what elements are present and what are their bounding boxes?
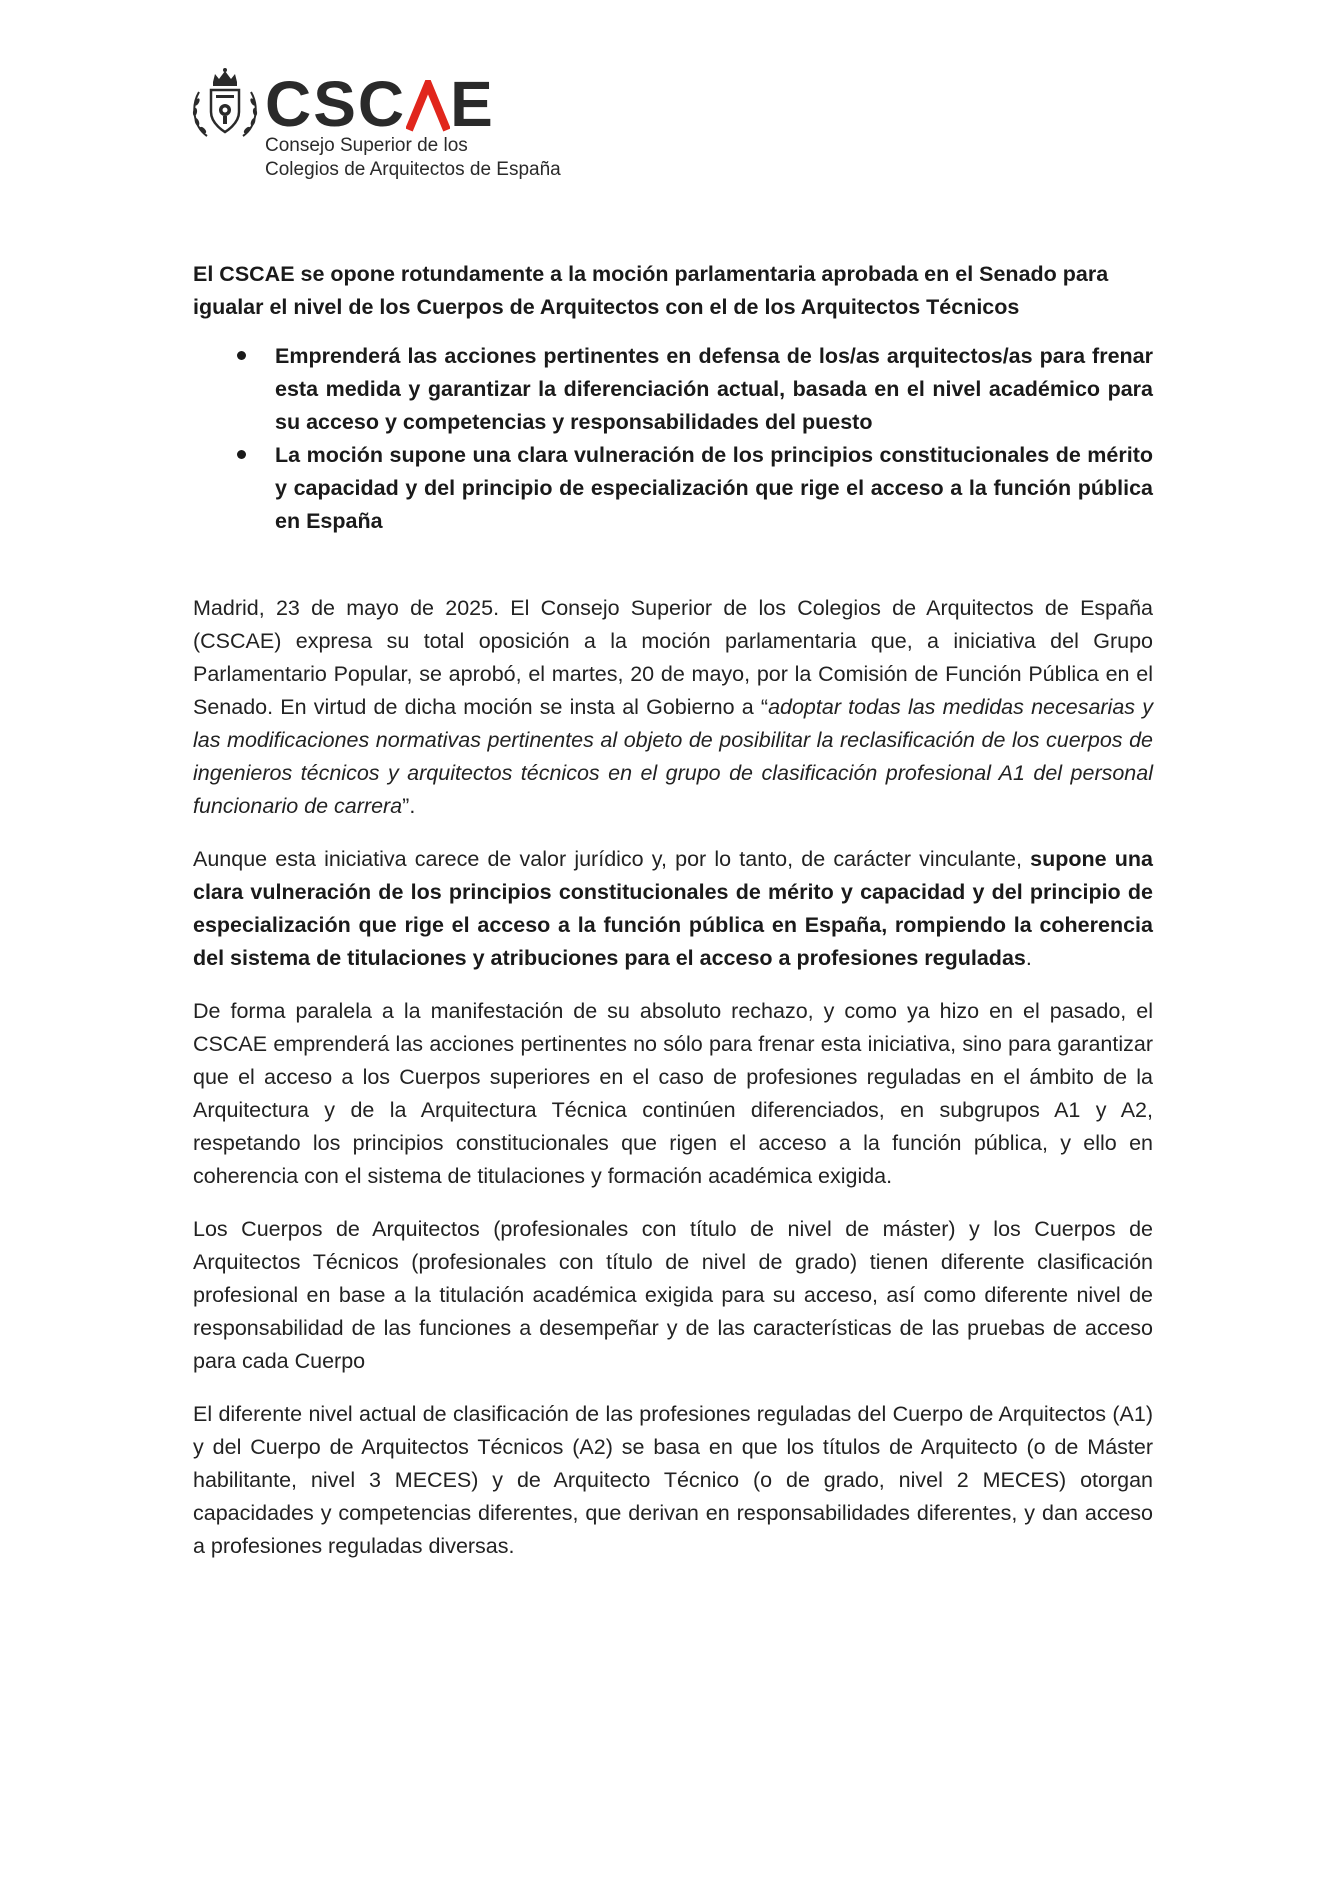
key-point-text: La moción supone una clara vulneración de los principios constitucionales de mérito y capacidad y del principio de especialización que rige el acceso a la función pública en España — [275, 443, 1153, 533]
paragraph-legal-value-emphasis: supone una clara vulneración de los principios constitucionales de mérito y capacidad y del principio de especialización que rige el acceso a la función pública en España, rompiendo la coherencia del sistema de titulaciones y atribuciones para el acceso a profesiones reguladas — [193, 847, 1153, 970]
paragraph-cuerpos: Los Cuerpos de Arquitectos (profesionales con título de nivel de máster) y los Cuerpos de Arquitectos Técnicos (profesionales con título de nivel de grado) tienen diferente clasificación profesional en base a la titulación académica exigida para su acceso, así como diferente nivel de responsabilidad de las funciones a desempeñar y de las características de las pruebas de acceso para cada Cuerpo — [193, 1217, 1153, 1373]
logo-wordmark-prefix: CSC — [265, 68, 407, 140]
paragraph-intro — [193, 592, 1153, 823]
logo-wordmark-suffix: E — [450, 68, 495, 140]
motion-quote: adoptar todas las medidas necesarias y las modificaciones normativas pertinentes al objeto de posibilitar la reclasificación de los cuerpos de ingenieros técnicos y arquitectos técnicos en el grupo de clasificación profesional A1 del personal funcionario de carrera — [193, 695, 1153, 818]
bullet-icon — [237, 450, 246, 459]
key-point-item — [193, 340, 1153, 439]
logo-subtitle-line2: Colegios de Arquitectos de España — [265, 159, 561, 180]
logo-subtitle-line1: Consejo Superior de los — [265, 135, 468, 156]
logo-subtitle — [265, 134, 561, 182]
paragraph-legal-value-end: . — [1025, 946, 1032, 970]
key-points-list — [193, 340, 1153, 538]
paragraph-legal-value — [193, 843, 1153, 975]
paragraph-intro-text: Madrid, 23 de mayo de 2025. El Consejo Superior de los Colegios de Arquitectos de España (CSCAE) expresa su total oposición a la moción parlamentaria que, a iniciativa del Grupo Parlamentario Popular, se aprobó, el martes, 20 de mayo, por la Comisión de Función Pública en el Senado. En virtud de dicha moción se insta al Gobierno a “ — [193, 596, 1153, 719]
key-point-item — [193, 439, 1153, 538]
paragraph-intro-end: ”. — [402, 794, 416, 818]
crowned-shield-emblem-icon — [185, 66, 265, 146]
key-point-text: Emprenderá las acciones pertinentes en defensa de los/as arquitectos/as para frenar esta medida y garantizar la diferenciación actual, basada en el nivel académico para su acceso y competencias y responsabilidades del puesto — [275, 344, 1153, 434]
cscae-logo — [185, 66, 605, 186]
paragraph-actions: De forma paralela a la manifestación de su absoluto rechazo, y como ya hizo en el pasado, el CSCAE emprenderá las acciones pertinentes no sólo para frenar esta iniciativa, sino para garantizar que el acceso a los Cuerpos superiores en el caso de profesiones reguladas en el ámbito de la Arquitectura y de la Arquitectura Técnica continúen diferenciados, en subgrupos A1 y A2, respetando los principios constitucionales que rigen el acceso a la función pública, y ello en coherencia con el sistema de titulaciones y formación académica exigida. — [193, 999, 1153, 1188]
paragraph-legal-value-text: Aunque esta iniciativa carece de valor jurídico y, por lo tanto, de carácter vinculante, — [193, 847, 1031, 871]
press-release-body — [193, 258, 1153, 1583]
press-release-headline: El CSCAE se opone rotundamente a la moción parlamentaria aprobada en el Senado para igualar el nivel de los Cuerpos de Arquitectos con el de los Arquitectos Técnicos — [193, 262, 1109, 319]
logo-accent-a-icon — [406, 78, 450, 130]
logo-wordmark — [265, 68, 495, 140]
paragraph-classification: El diferente nivel actual de clasificación de las profesiones reguladas del Cuerpo de Arquitectos (A1) y del Cuerpo de Arquitectos Técnicos (A2) se basa en que los títulos de Arquitecto (o de Máster habilitante, nivel 3 MECES) y de Arquitecto Técnico (o de grado, nivel 2 MECES) otorgan capacidades y competencias diferentes, que derivan en responsabilidades diferentes, y dan acceso a profesiones reguladas diversas. — [193, 1402, 1153, 1558]
bullet-icon — [237, 351, 246, 360]
